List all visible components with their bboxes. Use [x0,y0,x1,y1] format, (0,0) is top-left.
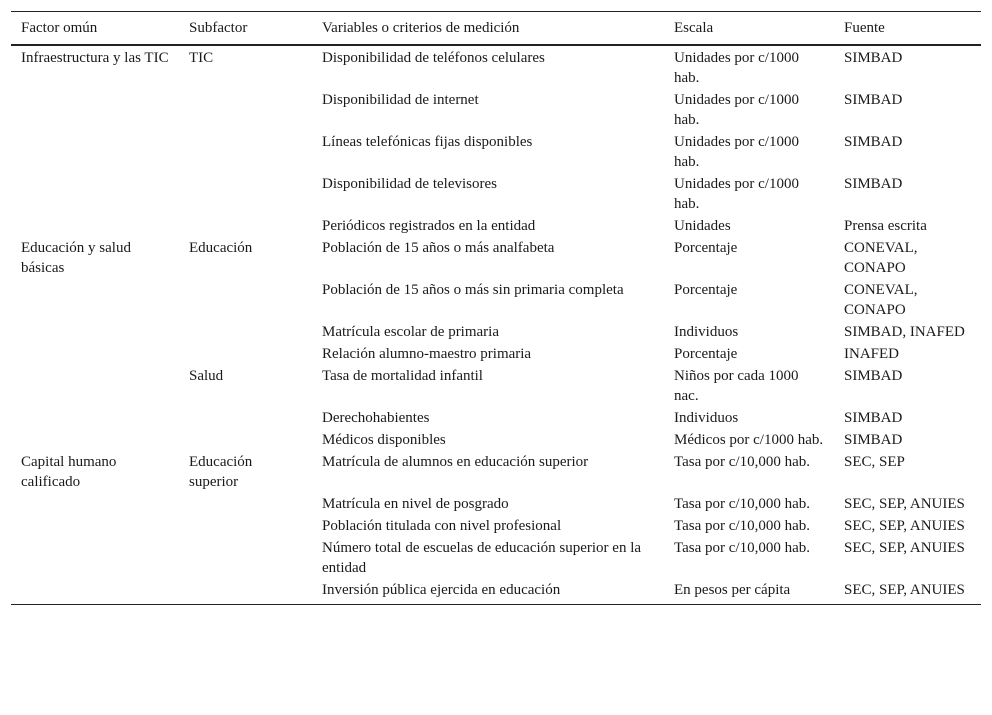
table-row [11,537,981,579]
cell-escala: Tasa por c/10,000 hab. [674,496,810,512]
cell-factor [11,493,179,515]
cell-variable: Disponibilidad de teléfonos celulares [322,50,545,66]
cell-escala: Tasa por c/10,000 hab. [674,540,810,556]
cell-variable: Población de 15 años o más sin primaria completa [322,282,624,298]
cell-fuente: SIMBAD [844,368,903,384]
cell-factor: Infraestructura y las TIC [21,50,169,66]
cell-escala: Porcentaje [674,346,738,362]
cell-variable: Derechohabientes [322,410,430,426]
cell-escala: Niños por cada 1000 nac. [674,368,799,404]
table-row [11,493,981,515]
cell-escala: En pesos per cápita [664,579,834,605]
cell-escala: Porcentaje [674,282,738,298]
cell-subfactor: Salud [189,368,224,384]
header-escala: Escala [664,12,834,46]
table-row [11,215,981,237]
cell-variable: Inversión pública ejercida en educación [312,579,664,605]
cell-fuente: SIMBAD [844,50,903,66]
cell-fuente: SIMBAD [844,410,903,426]
cell-escala: Unidades por c/1000 hab. [674,50,799,86]
cell-subfactor [179,215,312,237]
cell-subfactor [179,429,312,451]
cell-subfactor [179,89,312,131]
cell-escala: Tasa por c/10,000 hab. [674,518,810,534]
cell-subfactor: Educación [189,240,253,256]
header-subfactor: Subfactor [179,12,312,46]
cell-factor [11,215,179,237]
table-row [11,579,981,605]
cell-escala: Médicos por c/1000 hab. [674,432,824,448]
table-container [11,11,981,605]
table-header-row [11,12,981,46]
header-factor: Factor omún [11,12,179,46]
cell-fuente: SIMBAD, INAFED [844,324,965,340]
cell-fuente: SIMBAD [844,134,903,150]
cell-escala: Individuos [674,324,739,340]
cell-fuente: SIMBAD [844,92,903,108]
cell-factor [11,343,179,365]
cell-variable: Matrícula de alumnos en educación superior [322,454,589,470]
cell-subfactor [179,537,312,579]
cell-subfactor [179,173,312,215]
cell-factor: Capital humano calificado [21,454,117,490]
table-row [11,343,981,365]
table-body [11,45,981,605]
cell-factor [11,89,179,131]
cell-subfactor [179,343,312,365]
cell-factor [11,407,179,429]
cell-factor: Educación y salud básicas [21,240,131,276]
cell-fuente: SEC, SEP [844,454,905,470]
cell-fuente: SEC, SEP, ANUIES [844,518,965,534]
cell-escala: Individuos [674,410,739,426]
cell-fuente: SIMBAD [844,432,903,448]
table-row [11,237,981,279]
cell-subfactor [179,515,312,537]
table-row [11,89,981,131]
cell-variable: Matrícula escolar de primaria [322,324,499,340]
cell-factor [11,321,179,343]
cell-subfactor [179,407,312,429]
cell-variable: Relación alumno-maestro primaria [322,346,532,362]
cell-escala: Unidades por c/1000 hab. [674,176,799,212]
cell-variable: Médicos disponibles [322,432,446,448]
table-row [11,429,981,451]
cell-subfactor [179,579,312,605]
cell-factor [11,279,179,321]
cell-factor [11,131,179,173]
cell-variable: Matrícula en nivel de posgrado [322,496,509,512]
cell-factor [11,429,179,451]
cell-subfactor [179,321,312,343]
cell-fuente: SEC, SEP, ANUIES [844,496,965,512]
cell-fuente: CONEVAL, CONAPO [844,282,918,318]
cell-factor [11,579,179,605]
cell-variable: Población titulada con nivel profesional [322,518,562,534]
cell-subfactor [179,493,312,515]
table-row [11,515,981,537]
cell-factor [11,173,179,215]
cell-fuente: SEC, SEP, ANUIES [834,579,981,605]
cell-subfactor: TIC [189,50,214,66]
cell-fuente: SIMBAD [844,176,903,192]
cell-variable: Disponibilidad de televisores [322,176,497,192]
table-row [11,173,981,215]
table-row [11,131,981,173]
cell-subfactor [179,279,312,321]
table-row [11,407,981,429]
header-fuente: Fuente [834,12,981,46]
cell-fuente: CONEVAL, CONAPO [844,240,918,276]
cell-variable: Tasa de mortalidad infantil [322,368,483,384]
cell-variable: Disponibilidad de internet [322,92,479,108]
table-row [11,365,981,407]
cell-escala: Tasa por c/10,000 hab. [674,454,810,470]
cell-subfactor [179,131,312,173]
cell-variable: Periódicos registrados en la entidad [322,218,536,234]
cell-factor [11,365,179,407]
table-row [11,451,981,493]
table-row [11,45,981,89]
cell-variable: Líneas telefónicas fijas disponibles [322,134,533,150]
header-variables: Variables o criterios de medición [312,12,664,46]
cell-escala: Porcentaje [674,240,738,256]
cell-variable: Población de 15 años o más analfabeta [322,240,555,256]
cell-escala: Unidades por c/1000 hab. [674,92,799,128]
cell-factor [11,515,179,537]
cell-escala: Unidades por c/1000 hab. [674,134,799,170]
cell-fuente: Prensa escrita [844,218,927,234]
cell-variable: Número total de escuelas de educación superior en la entidad [322,540,642,576]
table-row [11,321,981,343]
cell-escala: Unidades [674,218,731,234]
cell-fuente: SEC, SEP, ANUIES [844,540,965,556]
cell-fuente: INAFED [844,346,899,362]
cell-subfactor: Educación superior [189,454,253,490]
cell-factor [11,537,179,579]
factors-table [11,11,981,605]
table-row [11,279,981,321]
